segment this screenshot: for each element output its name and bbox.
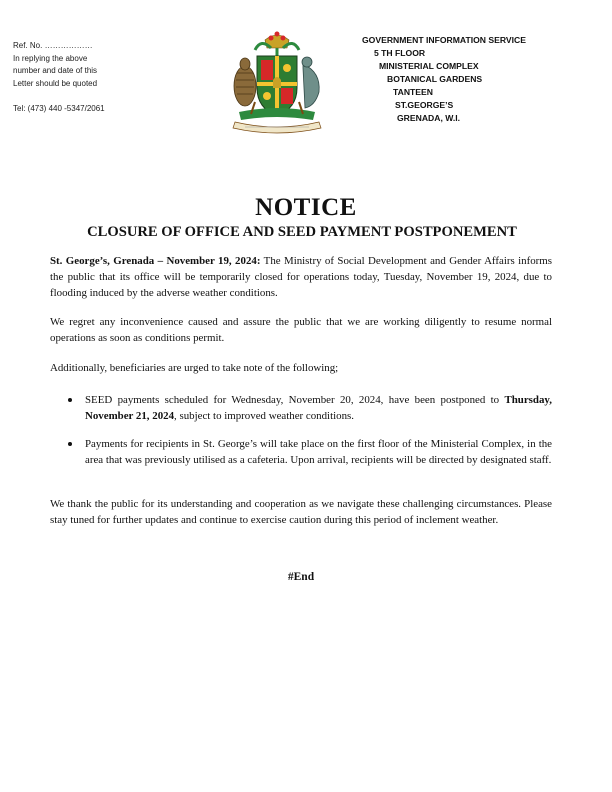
paragraph-closure-text: The Ministry of Social Development and Gender Affairs informs the public that its office will be temporarily closed for operations today, Tuesday, November 19, 2024, due to flooding induced by the adverse weather conditions. xyxy=(50,255,552,299)
address-line-complex: MINISTERIAL COMPLEX xyxy=(379,61,479,71)
bullet-seed-new-date: Thursday, November 21, 2024 xyxy=(85,394,552,422)
address-line-government-info: GOVERNMENT INFORMATION SERVICE xyxy=(362,35,526,45)
ref-number-line: Ref. No. ……………… xyxy=(13,41,93,50)
bullet-seed-text-b: , subject to improved weather conditions. xyxy=(174,410,354,422)
address-line-tanteen: TANTEEN xyxy=(393,87,433,97)
bullet-dot-icon xyxy=(68,442,72,446)
coat-of-arms-icon xyxy=(225,28,329,136)
dateline: St. George’s, Grenada – November 19, 2024: xyxy=(50,255,261,267)
bullet-payment-location xyxy=(68,436,552,468)
bullet-list-item xyxy=(68,436,552,468)
reply-instruction-line-2: number and date of this xyxy=(13,66,98,75)
bullet-payment-text: Payments for recipients in St. George’s will take place on the first floor of the Ministerial Complex, in the area that was previously utilised as a cafeteria. Upon arrival, recipients will be directed by designated staff. xyxy=(85,438,552,466)
bullet-dot-icon xyxy=(68,398,72,402)
address-line-gardens: BOTANICAL GARDENS xyxy=(387,74,483,84)
bullet-list-item xyxy=(68,392,552,424)
paragraph-apology: We regret any inconvenience caused and assure the public that we are working diligently to resume normal operations as soon as conditions permit. xyxy=(50,316,552,344)
paragraph-closure xyxy=(50,253,552,301)
notice-title: NOTICE xyxy=(255,194,357,221)
telephone-line: Tel: (473) 440 -5347/2061 xyxy=(13,104,105,113)
grenada-coat-of-arms xyxy=(225,28,329,136)
address-line-city: ST.GEORGE’S xyxy=(395,100,454,110)
end-marker: #End xyxy=(287,571,315,583)
paragraph-beneficiaries: Additionally, beneficiaries are urged to take note of the following; xyxy=(50,362,339,374)
paragraph-thanks: We thank the public for its understanding and cooperation as we navigate these challenging circumstances. Please stay tuned for further updates and continue to exercise caution during this period of inclement weather. xyxy=(50,498,552,526)
office-address-block xyxy=(362,34,526,125)
address-line-floor: 5 TH FLOOR xyxy=(374,48,426,58)
notice-subtitle: CLOSURE OF OFFICE AND SEED PAYMENT POSTPONEMENT xyxy=(87,224,517,240)
bullet-seed-text-a: SEED payments scheduled for Wednesday, November 20, 2024, have been postponed to xyxy=(85,394,505,406)
reply-instruction-line-3: Letter should be quoted xyxy=(13,78,98,88)
reference-block xyxy=(13,40,105,116)
reply-instruction-line-1: In replying the above xyxy=(13,53,88,63)
address-line-country: GRENADA, W.I. xyxy=(397,113,461,123)
bullet-seed-postponement xyxy=(68,392,552,424)
